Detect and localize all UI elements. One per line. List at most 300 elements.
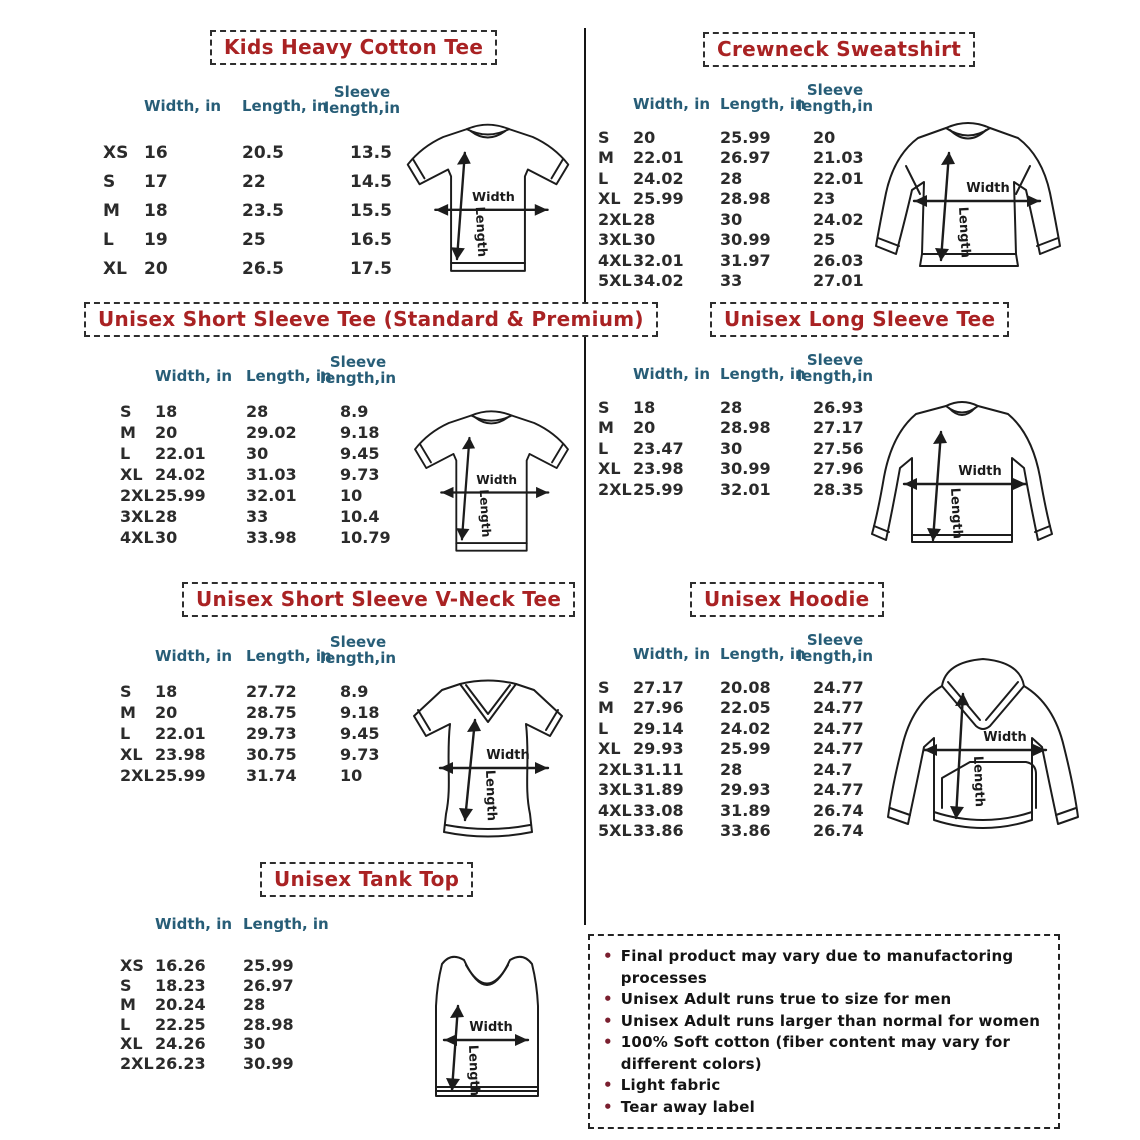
width-arrow-label: Width [958, 464, 1002, 479]
sweatshirt-illustration [862, 108, 1074, 290]
long-sleeve-tee-illustration [856, 392, 1071, 570]
table-header [598, 348, 893, 384]
cell-length: 28.98 [720, 418, 771, 438]
cell-sleeve: 10.79 [340, 528, 391, 547]
cell-width: 26.23 [155, 1053, 206, 1073]
length-arrow-label: Length [955, 206, 973, 259]
cell-length: 33 [720, 271, 743, 291]
cell-width: 30 [633, 230, 656, 250]
bullet-dot: • [603, 947, 613, 965]
cell-sleeve: 10 [340, 766, 363, 785]
tshirt-illustration [400, 398, 583, 570]
cell-sleeve: 24.77 [813, 739, 864, 759]
tank-top-illustration [424, 948, 550, 1118]
cell-size: S [598, 677, 610, 697]
cell-sleeve: 9.45 [340, 724, 380, 743]
cell-width: 28 [155, 507, 178, 526]
table-row [598, 739, 893, 760]
cell-size: M [120, 995, 136, 1015]
cell-sleeve: 27.01 [813, 271, 864, 291]
cell-length: 32.01 [246, 486, 297, 505]
cell-width: 20 [144, 258, 168, 279]
cell-width: 16 [144, 142, 168, 163]
cell-width: 30 [155, 528, 178, 547]
column-header-sleeve: Sleeve length,in [796, 81, 874, 115]
cell-width: 18 [155, 682, 178, 701]
cell-sleeve: 27.17 [813, 418, 864, 438]
column-header-sleeve: Sleeve length,in [319, 633, 397, 667]
table-row [120, 723, 420, 744]
cell-length: 30.99 [720, 459, 771, 479]
section-title-kids-tee: Kids Heavy Cotton Tee [210, 30, 497, 65]
product-notes-box [588, 934, 1060, 1129]
cell-size: 2XL [120, 766, 154, 785]
cell-width: 22.01 [155, 724, 206, 743]
vneck-tee-illustration [400, 668, 583, 856]
table-row [598, 148, 893, 169]
bullet-dot: • [603, 1011, 613, 1030]
cell-width: 29.93 [633, 739, 684, 759]
cell-width: 20 [155, 423, 178, 442]
note-text: Light fabric [620, 1076, 721, 1094]
cell-sleeve: 21.03 [813, 148, 864, 168]
cell-width: 20 [633, 418, 656, 438]
table-row [598, 459, 893, 480]
cell-length: 28 [720, 759, 743, 779]
length-arrow-label: Length [482, 769, 499, 822]
cell-width: 23.98 [155, 745, 206, 764]
cell-size: 5XL [598, 821, 632, 841]
note-text: 100% Soft cotton (fiber content may vary for different colors) [620, 1033, 1011, 1073]
table-header [120, 350, 420, 386]
size-table-tank [120, 908, 333, 1073]
cell-width: 29.14 [633, 718, 684, 738]
note-text: Unisex Adult runs true to size for men [620, 990, 952, 1008]
table-row [120, 464, 420, 485]
cell-length: 26.97 [720, 148, 771, 168]
cell-length: 28 [246, 402, 269, 421]
length-arrow-label: Length [476, 489, 494, 538]
table-row [120, 1015, 333, 1035]
table-row [103, 254, 430, 283]
section-title-tank: Unisex Tank Top [260, 862, 473, 897]
cell-length: 31.03 [246, 465, 297, 484]
table-row [120, 485, 420, 506]
width-arrow-label: Width [983, 730, 1027, 745]
cell-size: 2XL [598, 479, 632, 499]
table-body [120, 956, 333, 1073]
column-header-sleeve: Sleeve length,in [323, 83, 401, 117]
table-header [598, 78, 893, 114]
table-row [598, 230, 893, 251]
cell-size: L [120, 1014, 131, 1034]
table-body [598, 397, 893, 500]
cell-size: XL [120, 465, 143, 484]
bullet-dot: • [603, 990, 613, 1008]
cell-width: 24.26 [155, 1034, 206, 1054]
cell-length: 26.97 [243, 975, 294, 995]
table-row [120, 527, 420, 548]
table-row [120, 401, 420, 422]
cell-width: 18 [633, 397, 656, 417]
cell-size: M [598, 148, 614, 168]
cell-sleeve: 8.9 [340, 682, 369, 701]
table-row [103, 196, 430, 225]
width-arrow-label: Width [471, 190, 515, 205]
cell-length: 30 [243, 1034, 266, 1054]
cell-length: 22.05 [720, 698, 771, 718]
table-header [120, 908, 333, 934]
cell-size: M [120, 703, 136, 722]
cell-size: L [120, 724, 131, 743]
cell-size: XL [598, 459, 621, 479]
cell-width: 33.08 [633, 800, 684, 820]
cell-length: 20.08 [720, 677, 771, 697]
cell-length: 28 [720, 397, 743, 417]
cell-sleeve: 9.45 [340, 444, 380, 463]
length-arrow-label: Length [947, 487, 965, 540]
cell-size: M [598, 418, 614, 438]
length-arrow-label: Length [970, 755, 987, 808]
size-table-std-tee [120, 350, 420, 548]
hoodie-illustration [876, 652, 1091, 857]
cell-size: S [120, 682, 132, 701]
cell-length: 22 [242, 171, 266, 192]
column-header-length: Length, in [246, 647, 332, 665]
cell-size: L [103, 229, 114, 250]
table-header [120, 630, 420, 666]
cell-size: 4XL [598, 250, 632, 270]
cell-sleeve: 26.93 [813, 397, 864, 417]
column-header-length: Length, in [243, 915, 329, 933]
cell-length: 30 [720, 209, 743, 229]
list-item [603, 989, 1045, 1011]
table-body [598, 127, 893, 291]
cell-sleeve: 9.18 [340, 703, 380, 722]
size-table-long-sleeve [598, 348, 893, 500]
cell-width: 33.86 [633, 821, 684, 841]
cell-length: 33 [246, 507, 269, 526]
cell-length: 30.99 [720, 230, 771, 250]
cell-length: 33.98 [246, 528, 297, 547]
table-row [598, 718, 893, 739]
cell-size: XS [103, 142, 129, 163]
cell-length: 27.72 [246, 682, 297, 701]
cell-size: 3XL [598, 230, 632, 250]
cell-sleeve: 24.77 [813, 718, 864, 738]
cell-length: 32.01 [720, 479, 771, 499]
cell-width: 18.23 [155, 975, 206, 995]
cell-length: 25.99 [720, 739, 771, 759]
cell-size: L [120, 444, 131, 463]
cell-length: 29.93 [720, 780, 771, 800]
cell-width: 24.02 [155, 465, 206, 484]
column-header-length: Length, in [246, 367, 332, 385]
width-arrow-label: Width [469, 1020, 513, 1035]
table-row [598, 250, 893, 271]
table-row [598, 397, 893, 418]
cell-length: 30.99 [243, 1053, 294, 1073]
cell-sleeve: 20 [813, 127, 836, 147]
cell-size: 2XL [120, 1053, 154, 1073]
column-header-sleeve: Sleeve length,in [319, 353, 397, 387]
cell-sleeve: 9.73 [340, 745, 380, 764]
table-row [598, 800, 893, 821]
cell-size: S [103, 171, 116, 192]
column-header-width: Width, in [155, 915, 233, 933]
cell-size: XL [598, 739, 621, 759]
cell-sleeve: 24.7 [813, 759, 853, 779]
length-arrow-label: Length [465, 1044, 482, 1097]
cell-width: 20.24 [155, 995, 206, 1015]
cell-length: 31.89 [720, 800, 771, 820]
note-text: Final product may vary due to manufactoring processes [620, 947, 1014, 987]
cell-sleeve: 16.5 [350, 229, 392, 250]
column-header-length: Length, in [720, 365, 806, 383]
table-row [598, 677, 893, 698]
cell-width: 28 [633, 209, 656, 229]
note-text: Tear away label [620, 1097, 755, 1116]
cell-sleeve: 13.5 [350, 142, 392, 163]
cell-size: M [120, 423, 136, 442]
width-arrow-label: Width [966, 181, 1010, 196]
cell-size: XL [103, 258, 127, 279]
cell-sleeve: 27.56 [813, 438, 864, 458]
table-row [120, 422, 420, 443]
column-header-width: Width, in [633, 645, 711, 663]
section-title-vneck: Unisex Short Sleeve V-Neck Tee [182, 582, 575, 617]
cell-sleeve: 9.18 [340, 423, 380, 442]
cell-length: 31.97 [720, 250, 771, 270]
table-row [120, 765, 420, 786]
table-row [120, 702, 420, 723]
cell-width: 22.01 [155, 444, 206, 463]
cell-length: 20.5 [242, 142, 284, 163]
cell-size: 5XL [598, 271, 632, 291]
cell-size: XL [120, 1034, 143, 1054]
cell-width: 18 [144, 200, 168, 221]
cell-size: L [598, 718, 609, 738]
column-header-length: Length, in [720, 95, 806, 113]
cell-width: 23.98 [633, 459, 684, 479]
column-header-width: Width, in [633, 365, 711, 383]
cell-length: 25.99 [243, 956, 294, 976]
cell-size: 2XL [598, 209, 632, 229]
table-row [598, 418, 893, 439]
cell-size: XL [120, 745, 143, 764]
cell-width: 32.01 [633, 250, 684, 270]
cell-size: L [598, 438, 609, 458]
cell-width: 34.02 [633, 271, 684, 291]
table-body [120, 681, 420, 786]
cell-length: 30.75 [246, 745, 297, 764]
bullet-dot: • [603, 1076, 613, 1094]
list-item [603, 1032, 1045, 1075]
cell-width: 19 [144, 229, 168, 250]
section-title-crewneck: Crewneck Sweatshirt [703, 32, 975, 67]
size-table-vneck [120, 630, 420, 786]
table-row [120, 956, 333, 976]
cell-sleeve: 9.73 [340, 465, 380, 484]
table-row [598, 821, 893, 842]
cell-width: 25.99 [633, 189, 684, 209]
table-row [598, 189, 893, 210]
list-item [603, 1011, 1045, 1033]
cell-length: 23.5 [242, 200, 284, 221]
table-row [103, 167, 430, 196]
table-header [103, 80, 430, 116]
table-row [598, 698, 893, 719]
cell-sleeve: 14.5 [350, 171, 392, 192]
cell-sleeve: 24.77 [813, 677, 864, 697]
cell-length: 25 [242, 229, 266, 250]
table-header [598, 628, 893, 664]
list-item [603, 1075, 1045, 1097]
cell-length: 28 [720, 168, 743, 188]
cell-width: 18 [155, 402, 178, 421]
cell-size: M [103, 200, 120, 221]
table-body [598, 677, 893, 841]
cell-sleeve: 24.77 [813, 698, 864, 718]
table-row [103, 225, 430, 254]
cell-length: 29.73 [246, 724, 297, 743]
cell-width: 25.99 [155, 486, 206, 505]
width-arrow-label: Width [486, 748, 530, 763]
divider-line [584, 28, 586, 925]
table-row [120, 995, 333, 1015]
table-row [598, 168, 893, 189]
column-header-length: Length, in [242, 97, 328, 115]
cell-size: S [120, 975, 132, 995]
cell-length: 30 [246, 444, 269, 463]
cell-sleeve: 22.01 [813, 168, 864, 188]
table-row [120, 1054, 333, 1074]
cell-sleeve: 25 [813, 230, 836, 250]
table-row [120, 976, 333, 996]
table-row [598, 209, 893, 230]
cell-size: L [598, 168, 609, 188]
cell-size: S [598, 397, 610, 417]
cell-width: 24.02 [633, 168, 684, 188]
tshirt-illustration [392, 112, 584, 290]
column-header-length: Length, in [720, 645, 806, 663]
table-body [103, 138, 430, 283]
table-row [598, 759, 893, 780]
cell-length: 28.98 [243, 1014, 294, 1034]
cell-width: 31.89 [633, 780, 684, 800]
cell-size: 4XL [120, 528, 154, 547]
table-row [598, 127, 893, 148]
cell-length: 33.86 [720, 821, 771, 841]
table-row [120, 744, 420, 765]
cell-sleeve: 10 [340, 486, 363, 505]
cell-size: 3XL [120, 507, 154, 526]
list-item [603, 1097, 1045, 1119]
column-header-width: Width, in [633, 95, 711, 113]
cell-length: 26.5 [242, 258, 284, 279]
cell-size: S [598, 127, 610, 147]
cell-size: M [598, 698, 614, 718]
table-body [120, 401, 420, 548]
table-row [103, 138, 430, 167]
cell-sleeve: 15.5 [350, 200, 392, 221]
cell-length: 30 [720, 438, 743, 458]
table-row [598, 479, 893, 500]
bullet-dot: • [603, 1033, 613, 1051]
cell-width: 23.47 [633, 438, 684, 458]
cell-length: 28.98 [720, 189, 771, 209]
cell-sleeve: 27.96 [813, 459, 864, 479]
cell-length: 31.74 [246, 766, 297, 785]
table-row [120, 1034, 333, 1054]
cell-sleeve: 28.35 [813, 479, 864, 499]
table-row [598, 780, 893, 801]
table-row [598, 438, 893, 459]
table-row [120, 506, 420, 527]
cell-length: 29.02 [246, 423, 297, 442]
size-table-hoodie [598, 628, 893, 841]
cell-sleeve: 26.74 [813, 821, 864, 841]
cell-size: 4XL [598, 800, 632, 820]
cell-size: XS [120, 956, 144, 976]
table-row [598, 271, 893, 292]
column-header-width: Width, in [144, 97, 222, 115]
column-header-width: Width, in [155, 647, 233, 665]
note-text: Unisex Adult runs larger than normal for women [620, 1011, 1041, 1030]
cell-width: 22.01 [633, 148, 684, 168]
cell-size: XL [598, 189, 621, 209]
column-header-width: Width, in [155, 367, 233, 385]
section-title-std-tee: Unisex Short Sleeve Tee (Standard & Premium) [84, 302, 658, 337]
cell-sleeve: 24.77 [813, 780, 864, 800]
cell-length: 25.99 [720, 127, 771, 147]
cell-sleeve: 26.03 [813, 250, 864, 270]
cell-width: 16.26 [155, 956, 206, 976]
width-arrow-label: Width [476, 473, 518, 487]
size-table-crewneck [598, 78, 893, 291]
cell-width: 22.25 [155, 1014, 206, 1034]
section-title-hoodie: Unisex Hoodie [690, 582, 884, 617]
table-row [120, 443, 420, 464]
cell-sleeve: 8.9 [340, 402, 369, 421]
cell-width: 27.96 [633, 698, 684, 718]
cell-size: 2XL [120, 486, 154, 505]
cell-width: 17 [144, 171, 168, 192]
cell-width: 25.99 [633, 479, 684, 499]
cell-length: 28 [243, 995, 266, 1015]
section-title-long-sleeve: Unisex Long Sleeve Tee [710, 302, 1009, 337]
size-table-kids-tee [103, 80, 430, 283]
list-item [603, 946, 1045, 989]
length-arrow-label: Length [471, 206, 490, 258]
cell-sleeve: 17.5 [350, 258, 392, 279]
table-row [120, 681, 420, 702]
column-header-sleeve: Sleeve length,in [796, 351, 874, 385]
cell-length: 24.02 [720, 718, 771, 738]
notes-list [603, 946, 1045, 1118]
cell-sleeve: 10.4 [340, 507, 380, 526]
cell-sleeve: 24.02 [813, 209, 864, 229]
cell-length: 28.75 [246, 703, 297, 722]
cell-width: 20 [633, 127, 656, 147]
column-header-sleeve: Sleeve length,in [796, 631, 874, 665]
cell-width: 27.17 [633, 677, 684, 697]
cell-width: 20 [155, 703, 178, 722]
bullet-dot: • [603, 1097, 613, 1116]
cell-size: S [120, 402, 132, 421]
cell-sleeve: 26.74 [813, 800, 864, 820]
cell-width: 25.99 [155, 766, 206, 785]
